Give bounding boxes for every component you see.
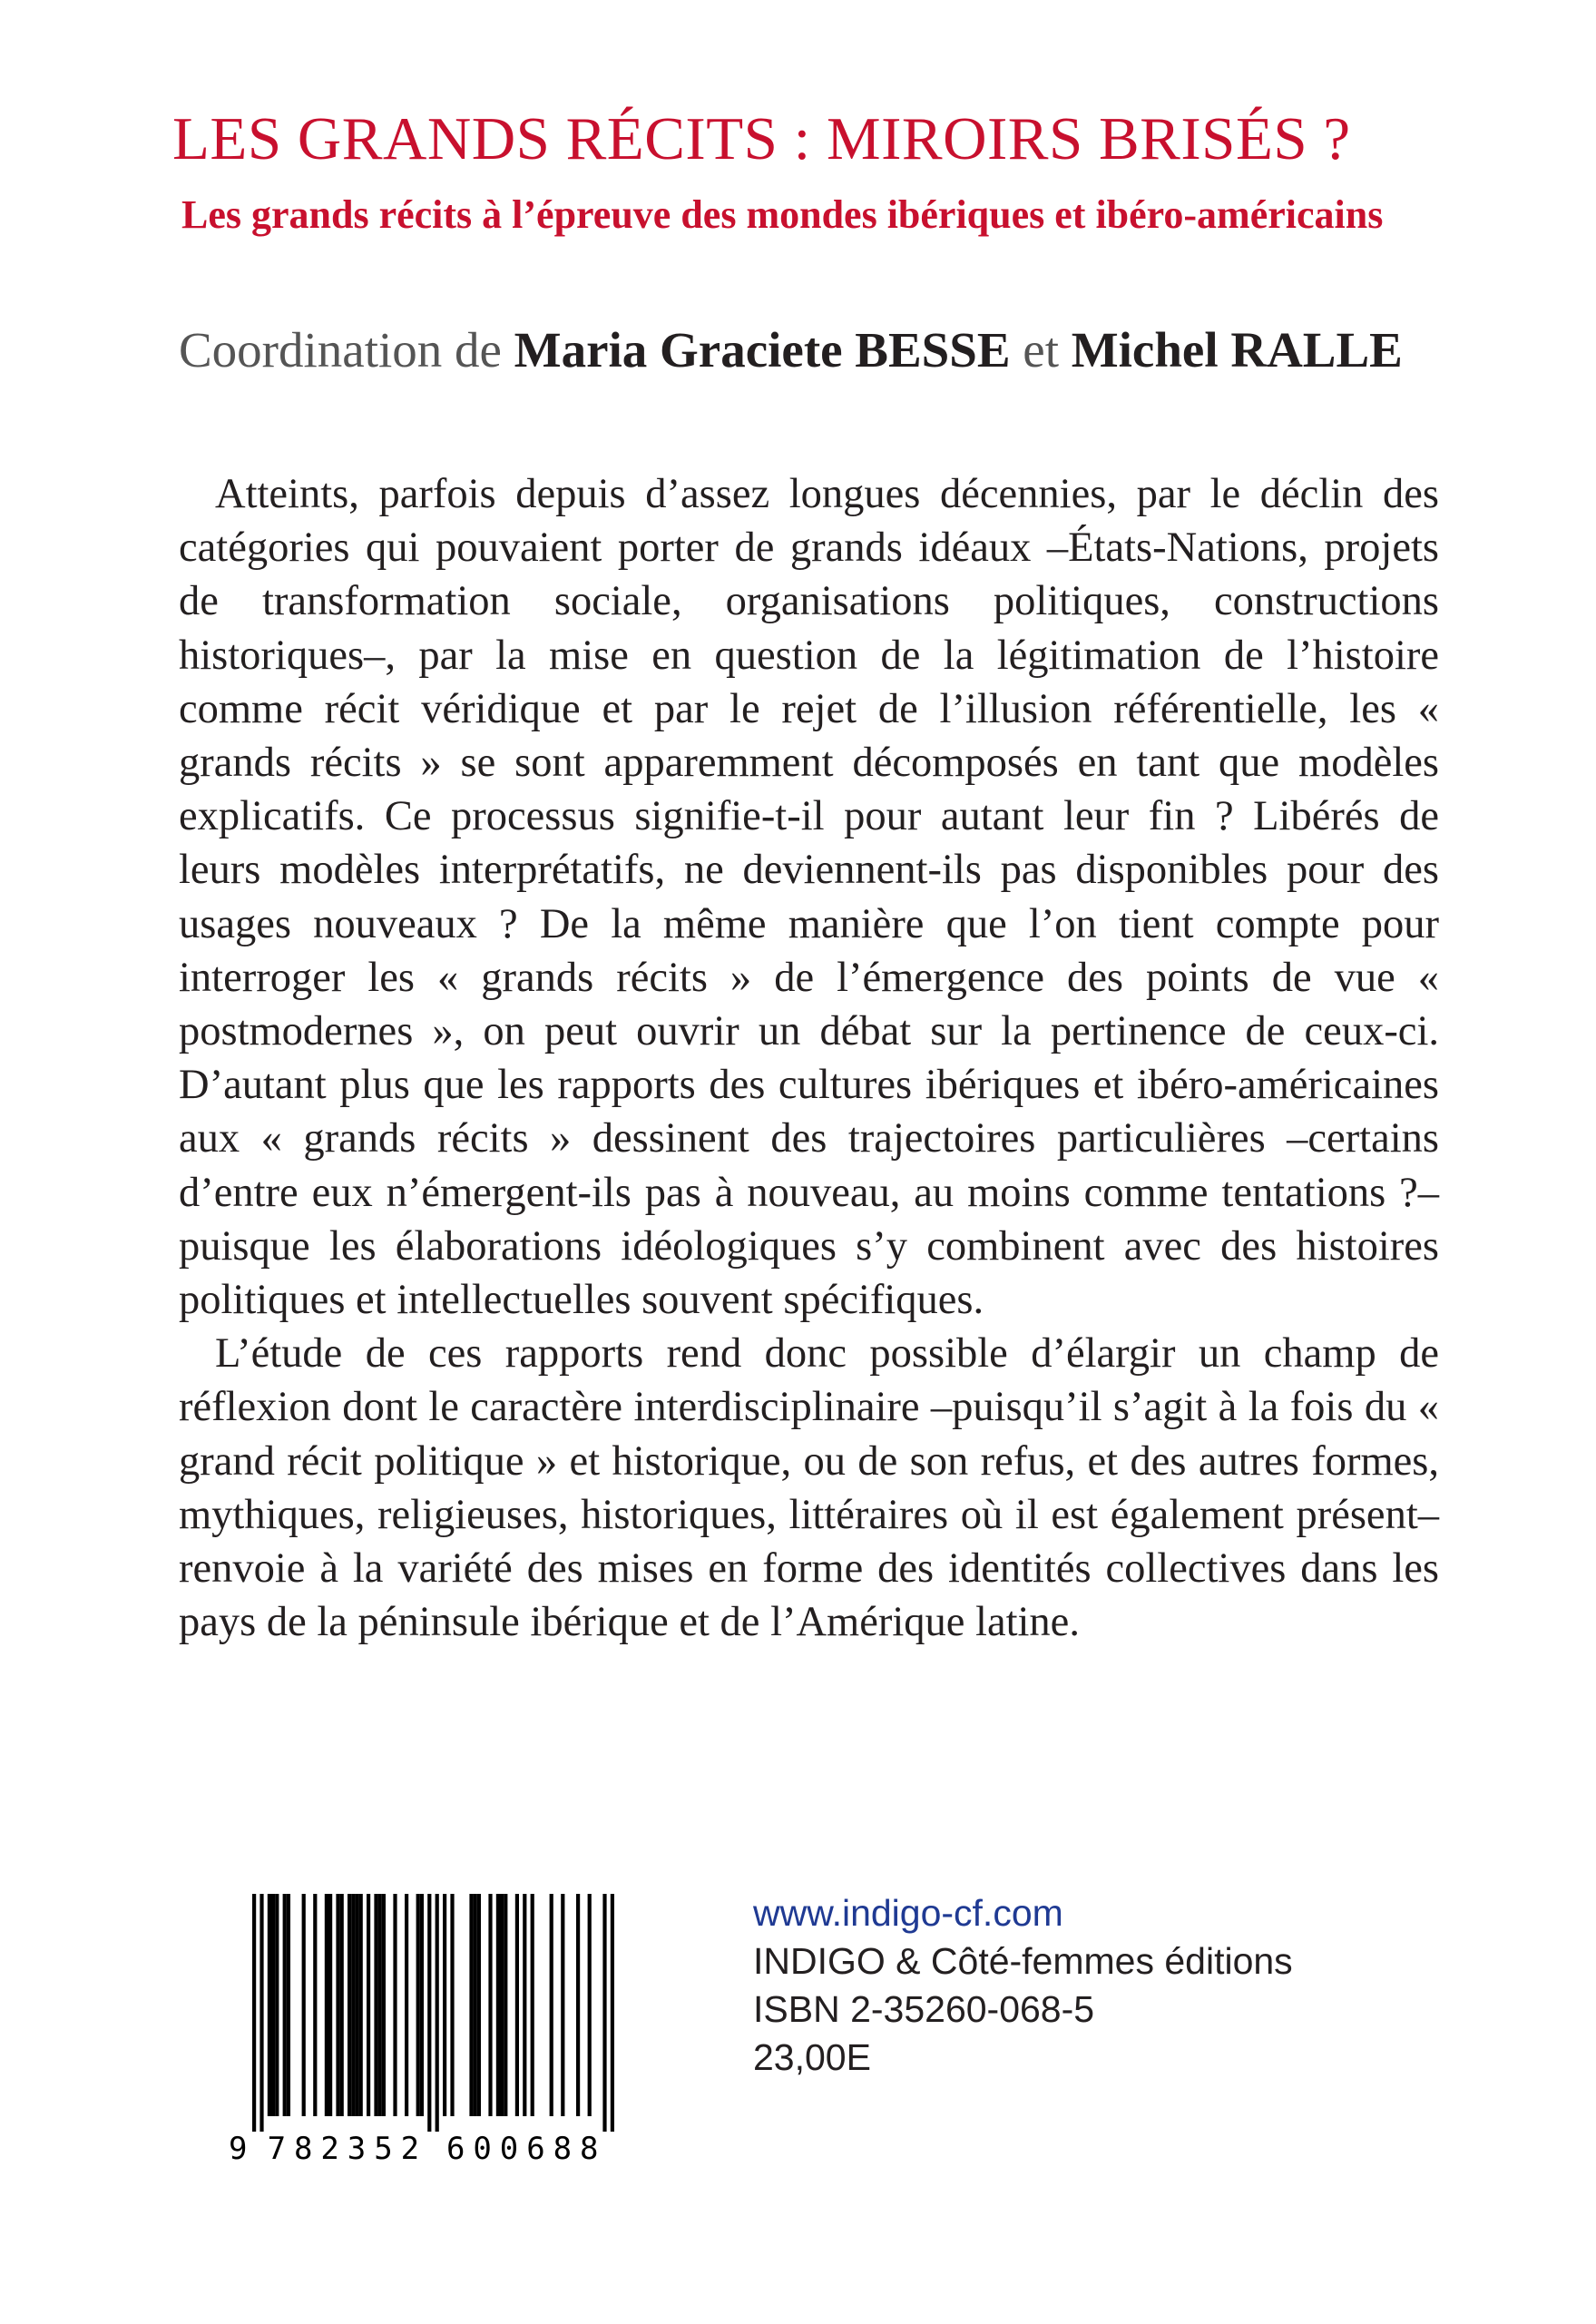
barcode-bar [268, 1894, 271, 2116]
barcode-bar [427, 1894, 431, 2132]
editor-name-2: Michel RALLE [1071, 322, 1403, 378]
barcode-digit: 2 [320, 2131, 339, 2166]
barcode-bar [531, 1894, 534, 2116]
barcode-digit: 5 [374, 2131, 393, 2166]
barcode-bar [313, 1894, 317, 2116]
barcode-bar [500, 1894, 504, 2116]
barcode-digit: 8 [294, 2131, 313, 2166]
barcode-bar [450, 1894, 454, 2116]
editor-name-1: Maria Graciete BESSE [514, 322, 1011, 378]
barcode-bar [561, 1894, 564, 2116]
barcode-digit: 8 [553, 2131, 573, 2166]
barcode-digit: 6 [526, 2131, 545, 2166]
barcode-digit: 2 [400, 2131, 420, 2166]
publisher-info [753, 1889, 1293, 2082]
book-title: LES GRANDS RÉCITS : MIROIRS BRISÉS ? [172, 105, 1351, 172]
barcode-bar [328, 1894, 332, 2116]
barcode-bar [336, 1894, 339, 2116]
barcode-bar [602, 1894, 606, 2132]
barcode-digit: 0 [473, 2131, 492, 2166]
barcode-bar [496, 1894, 500, 2116]
blurb-paragraph-2: L’étude de ces rapports rend donc possible d’élargir un champ de réflexion dont le caractère interdisciplinaire –puisqu’il s’agit à la fois du « grand récit politique » et historique, ou de son refus, et des autres formes, mythiques, religieuses, historiques, littéraires où il est également présent– renvoie à la variété des mises en forme des identités collectives dans les pays de la péninsule ibérique et de l’Amérique latine. [179, 1330, 1439, 1646]
barcode-graphic [227, 1894, 662, 2166]
barcode-bar [325, 1894, 328, 2116]
barcode-digit: 3 [347, 2131, 367, 2166]
barcode-bar [393, 1894, 397, 2116]
blurb-paragraph-1: Atteints, parfois depuis d’assez longues décennies, par le déclin des catégories qui pouvaient porter de grands idéaux –États-Nations, projets de transformation sociale, organisations politiques, constructions historiques–, par la mise en question de la légitimation de l’histoire comme récit véridique et par le rejet de l’illusion référentielle, les « grands récits » se sont apparemment décomposés en tant que modèles explicatifs. Ce processus signifie-t-il pour autant leur fin ? Libérés de leurs modèles interprétatifs, ne deviennent-ils pas disponibles pour des usages nouveaux ? De la même manière que l’on tient compte pour interroger les « grands récits » de l’émergence des points de vue « postmodernes », on peut ouvrir un débat sur la pertinence de ceux-ci. D’autant plus que les rapports des cultures ibériques et ibéro-américaines aux « grands récits » dessinent des trajectoires particulières –certains d’entre eux n’émergent-ils pas à nouveau, au moins comme tentations ?– puisque les élaborations idéologiques s’y combinent avec des histoires politiques et intellectuelles souvent spécifiques. [179, 471, 1439, 1324]
barcode-bar [351, 1894, 355, 2116]
barcode-bar [523, 1894, 526, 2116]
barcode-bar [611, 1894, 614, 2132]
barcode-bar [420, 1894, 424, 2116]
barcode-bar [474, 1894, 477, 2116]
barcode-bar [355, 1894, 358, 2116]
barcode-bar [287, 1894, 290, 2116]
barcode-bar [374, 1894, 377, 2116]
barcode-digit-lead: 9 [229, 2131, 248, 2166]
blurb-text [179, 467, 1439, 1649]
barcode-bar [348, 1894, 351, 2116]
barcode-bar [359, 1894, 363, 2116]
isbn-barcode [227, 1894, 662, 2166]
barcode-bar [302, 1894, 306, 2116]
barcode-digit: 8 [580, 2131, 599, 2166]
barcode-bar [488, 1894, 492, 2116]
price: 23,00E [753, 2036, 871, 2078]
barcode-bar [275, 1894, 279, 2116]
barcode-bar [340, 1894, 344, 2116]
barcode-bar [283, 1894, 287, 2116]
barcode-bar [469, 1894, 473, 2116]
coordination-line [179, 322, 1403, 378]
coordination-conjunction: et [1023, 322, 1059, 378]
barcode-bar [367, 1894, 370, 2116]
barcode-bar [271, 1894, 275, 2116]
barcode-bar [477, 1894, 481, 2116]
isbn-number: ISBN 2-35260-068-5 [753, 1988, 1095, 2030]
barcode-bar [436, 1894, 439, 2132]
barcode-bar [259, 1894, 263, 2132]
barcode-bar [576, 1894, 580, 2116]
barcode-bar [382, 1894, 386, 2116]
barcode-bar [550, 1894, 553, 2116]
publisher-name: INDIGO & Côté-femmes éditions [753, 1940, 1293, 1982]
barcode-bar [588, 1894, 592, 2116]
barcode-digit: 0 [499, 2131, 519, 2166]
book-subtitle: Les grands récits à l’épreuve des mondes ibériques et ibéro-américains [181, 192, 1384, 237]
barcode-bar [252, 1894, 256, 2132]
barcode-bar [443, 1894, 446, 2116]
barcode-bar [416, 1894, 420, 2116]
barcode-bar [504, 1894, 507, 2116]
barcode-bar [405, 1894, 408, 2116]
barcode-bar [515, 1894, 519, 2116]
barcode-digit: 6 [446, 2131, 465, 2166]
barcode-bar [378, 1894, 382, 2116]
barcode-digit: 7 [267, 2131, 287, 2166]
publisher-url[interactable]: www.indigo-cf.com [753, 1892, 1063, 1934]
coordination-prefix: Coordination de [179, 322, 502, 378]
